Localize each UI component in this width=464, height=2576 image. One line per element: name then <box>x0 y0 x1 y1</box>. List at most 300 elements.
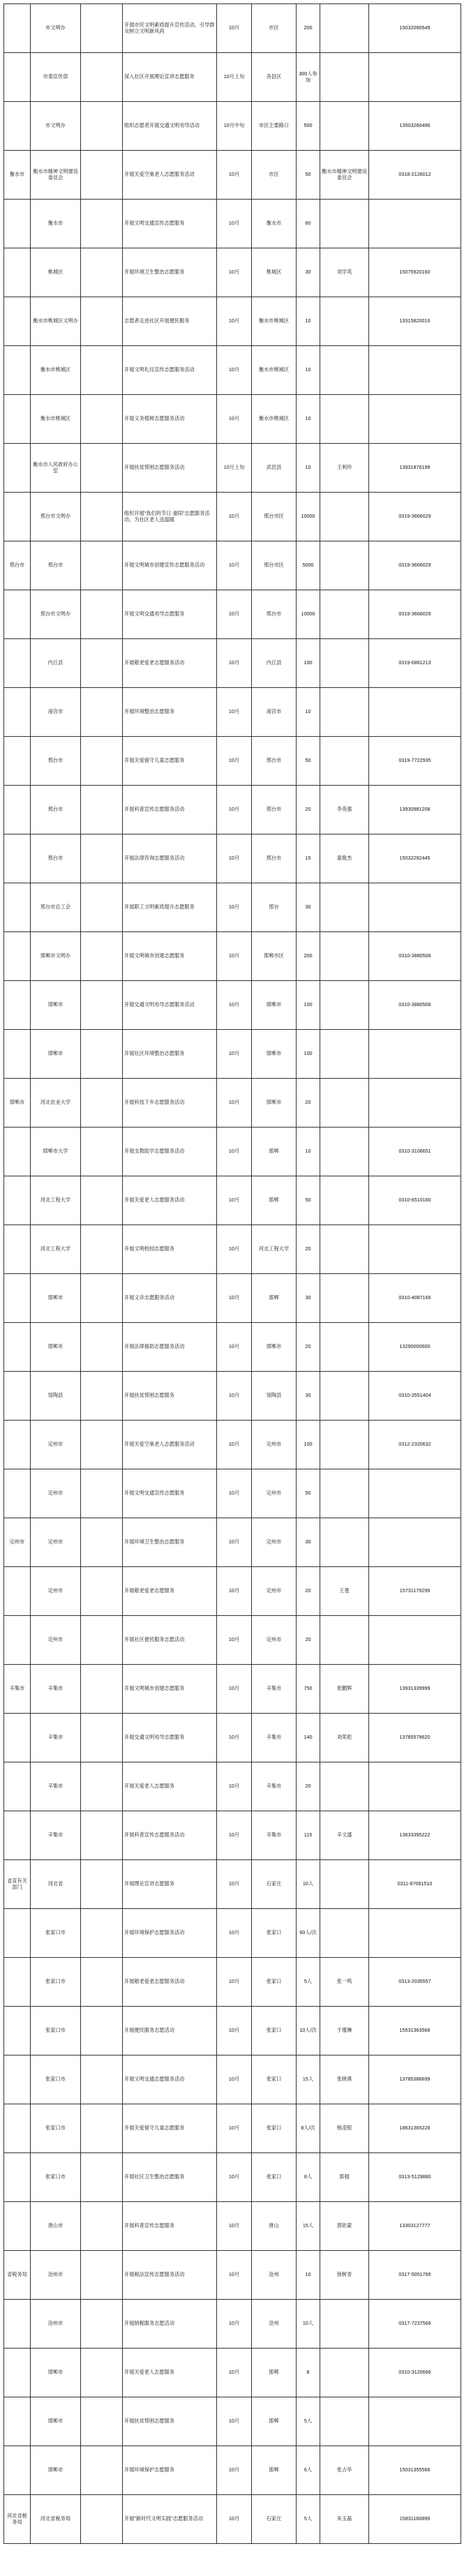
region-cell <box>4 1616 31 1665</box>
contact-cell <box>369 1469 461 1518</box>
table-row <box>4 2446 461 2495</box>
count-cell: 8人 <box>297 2153 320 2202</box>
activity-cell: 组织开展"我们的节日·重阳"志愿服务活动，为社区老人送温暖 <box>123 493 217 541</box>
contact-cell <box>369 1909 461 1958</box>
department-cell: 邢台市文明办 <box>31 590 81 639</box>
contact-cell: 0310-3120666 <box>369 2349 461 2397</box>
department-cell: 邢台市 <box>31 786 81 834</box>
table-row <box>4 688 461 737</box>
count-cell: 10 <box>297 1128 320 1176</box>
department-cell: 张家口市 <box>31 2153 81 2202</box>
location-cell: 石家庄 <box>252 2495 297 2544</box>
region-cell: 河北省税务局 <box>4 2495 31 2544</box>
location-cell: 张家口 <box>252 1958 297 2007</box>
count-cell: 8 <box>297 2349 320 2397</box>
location-cell: 衡水市桃城区 <box>252 297 297 346</box>
department-cell: 张家口市 <box>31 2104 81 2153</box>
date-cell: 10月 <box>217 2397 252 2446</box>
type-cell <box>81 541 123 590</box>
date-cell: 10月 <box>217 1860 252 1909</box>
activity-cell: 开展科普宣传志愿服务 <box>123 2202 217 2251</box>
type-cell <box>81 2007 123 2055</box>
date-cell: 10月 <box>217 1714 252 1762</box>
location-cell: 石家庄 <box>252 1860 297 1909</box>
department-cell: 南宫市 <box>31 688 81 737</box>
manager-cell: 张晓燕 <box>320 2055 369 2104</box>
table-row <box>4 4 461 53</box>
department-cell: 桃城区 <box>31 248 81 297</box>
location-cell: 定州市 <box>252 1616 297 1665</box>
table-row <box>4 1469 461 1518</box>
activity-cell: 开展敬老爱老志愿服务活动 <box>123 639 217 688</box>
manager-cell: 刘荣彪 <box>320 1714 369 1762</box>
manager-cell: 张鹏辉 <box>320 1665 369 1714</box>
department-cell: 沧州市 <box>31 2300 81 2349</box>
type-cell <box>81 1958 123 2007</box>
department-cell: 辛集市 <box>31 1665 81 1714</box>
region-cell <box>4 2202 31 2251</box>
contact-cell: 13633395222 <box>369 1811 461 1860</box>
department-cell: 邢台市文明办 <box>31 493 81 541</box>
manager-cell <box>320 1372 369 1421</box>
table-row <box>4 297 461 346</box>
count-cell: 5000 <box>297 541 320 590</box>
activity-cell: 开展文明交通宣传志愿服务 <box>123 1469 217 1518</box>
location-cell: 邯郸 <box>252 2397 297 2446</box>
manager-cell: 刘学英 <box>320 248 369 297</box>
date-cell: 10月上旬 <box>217 444 252 493</box>
manager-cell <box>320 639 369 688</box>
region-cell <box>4 297 31 346</box>
count-cell: 10000 <box>297 590 320 639</box>
department-cell: 唐山市 <box>31 2202 81 2251</box>
date-cell: 10月中旬 <box>217 102 252 151</box>
location-cell: 邯郸市 <box>252 1079 297 1128</box>
department-cell: 内丘县 <box>31 639 81 688</box>
activity-cell: 开展敬老爱老志愿服务活动 <box>123 1958 217 2007</box>
table-row <box>4 1372 461 1421</box>
count-cell: 300人参加 <box>297 53 320 102</box>
activity-cell: 开展扶贫帮困志愿服务 <box>123 2397 217 2446</box>
type-cell <box>81 1469 123 1518</box>
region-cell: 省税务局 <box>4 2251 31 2300</box>
type-cell <box>81 1518 123 1567</box>
region-cell <box>4 2349 31 2397</box>
department-cell: 辛集市 <box>31 1811 81 1860</box>
table-row <box>4 1811 461 1860</box>
region-cell <box>4 639 31 688</box>
date-cell: 10月上旬 <box>217 53 252 102</box>
region-cell <box>4 883 31 932</box>
count-cell: 100 <box>297 639 320 688</box>
date-cell: 10月 <box>217 1079 252 1128</box>
manager-cell: 张一鸣 <box>320 1958 369 2007</box>
contact-cell: 0317-7237566 <box>369 2300 461 2349</box>
table-row <box>4 2300 461 2349</box>
activity-cell: 开展科普宣传志愿服务活动 <box>123 786 217 834</box>
activity-cell: 开展社区便民服务志愿活动 <box>123 1616 217 1665</box>
department-cell: 馆陶县 <box>31 1372 81 1421</box>
type-cell <box>81 444 123 493</box>
type-cell <box>81 1030 123 1079</box>
type-cell <box>81 2251 123 2300</box>
count-cell: 15人 <box>297 2202 320 2251</box>
date-cell: 10月 <box>217 493 252 541</box>
count-cell: 30 <box>297 1274 320 1323</box>
location-cell: 衡水市桃城区 <box>252 346 297 395</box>
location-cell: 内丘县 <box>252 639 297 688</box>
region-cell <box>4 493 31 541</box>
contact-cell: 0311-87091510 <box>369 1860 461 1909</box>
activity-cell: 开展义诊志愿服务活动 <box>123 1274 217 1323</box>
type-cell <box>81 2349 123 2397</box>
manager-cell: 郭强 <box>320 2153 369 2202</box>
location-cell: 邢台市区 <box>252 541 297 590</box>
department-cell: 邢台市 <box>31 541 81 590</box>
table-row <box>4 1274 461 1323</box>
date-cell: 10月 <box>217 1128 252 1176</box>
region-cell: 邯郸市 <box>4 1079 31 1128</box>
region-cell <box>4 395 31 444</box>
activity-cell: 志愿者走进社区开展便民服务 <box>123 297 217 346</box>
region-cell <box>4 1274 31 1323</box>
table-row <box>4 248 461 297</box>
table-row <box>4 395 461 444</box>
count-cell: 10人/次 <box>297 2007 320 2055</box>
location-cell: 张家口 <box>252 2007 297 2055</box>
count-cell: 15人 <box>297 2055 320 2104</box>
department-cell: 沧州市 <box>31 2251 81 2300</box>
type-cell <box>81 2495 123 2544</box>
count-cell: 10000 <box>297 493 320 541</box>
activity-cell: 开展法律援助志愿服务活动 <box>123 1323 217 1372</box>
type-cell <box>81 883 123 932</box>
activity-cell: 开展义务植树志愿服务活动 <box>123 395 217 444</box>
location-cell: 邯郸 <box>252 2446 297 2495</box>
date-cell: 10月 <box>217 834 252 883</box>
type-cell <box>81 1128 123 1176</box>
location-cell: 唐山 <box>252 2202 297 2251</box>
region-cell: 辛集市 <box>4 1665 31 1714</box>
table-row <box>4 786 461 834</box>
table-row <box>4 1958 461 2007</box>
contact-cell: 0313-2035557 <box>369 1958 461 2007</box>
count-cell: 10人 <box>297 1860 320 1909</box>
manager-cell <box>320 1176 369 1225</box>
table-row <box>4 1079 461 1128</box>
type-cell <box>81 1665 123 1714</box>
manager-cell: 于瑾琳 <box>320 2007 369 2055</box>
manager-cell <box>320 1518 369 1567</box>
date-cell: 10月 <box>217 786 252 834</box>
region-cell <box>4 981 31 1030</box>
activity-cell: 深入社区开展理论宣讲志愿服务 <box>123 53 217 102</box>
table-row <box>4 590 461 639</box>
type-cell <box>81 1079 123 1128</box>
location-cell: 邯郸 <box>252 1274 297 1323</box>
date-cell: 10月 <box>217 1958 252 2007</box>
activity-cell: 开展关爱老人志愿服务活动 <box>123 1176 217 1225</box>
type-cell <box>81 1616 123 1665</box>
manager-cell <box>320 102 369 151</box>
region-cell <box>4 2397 31 2446</box>
count-cell: 60人/次 <box>297 1909 320 1958</box>
manager-cell <box>320 2397 369 2446</box>
date-cell: 10月 <box>217 2251 252 2300</box>
date-cell: 10月 <box>217 1909 252 1958</box>
region-cell <box>4 2104 31 2153</box>
table-row <box>4 1567 461 1616</box>
date-cell: 10月 <box>217 248 252 297</box>
contact-cell <box>369 1030 461 1079</box>
type-cell <box>81 981 123 1030</box>
region-cell <box>4 4 31 53</box>
table-row <box>4 2202 461 2251</box>
contact-cell <box>369 395 461 444</box>
activity-cell: 开展扶贫帮困志愿服务活动 <box>123 444 217 493</box>
activity-cell: 开展交通文明劝导志愿服务 <box>123 1714 217 1762</box>
manager-cell <box>320 1323 369 1372</box>
location-cell: 各县区 <box>252 53 297 102</box>
location-cell: 市区 <box>252 4 297 53</box>
region-cell <box>4 1762 31 1811</box>
contact-cell <box>369 1616 461 1665</box>
manager-cell <box>320 541 369 590</box>
manager-cell <box>320 1762 369 1811</box>
contact-cell: 13290000600 <box>369 1323 461 1372</box>
contact-cell: 13785386699 <box>369 2055 461 2104</box>
location-cell: 定州市 <box>252 1421 297 1469</box>
type-cell <box>81 102 123 151</box>
type-cell <box>81 151 123 200</box>
activity-cell: 开展文明交通劝导志愿服务 <box>123 590 217 639</box>
type-cell <box>81 4 123 53</box>
date-cell: 10月 <box>217 1665 252 1714</box>
date-cell: 10月 <box>217 2104 252 2153</box>
date-cell: 10月 <box>217 2446 252 2495</box>
department-cell: 定州市 <box>31 1469 81 1518</box>
type-cell <box>81 1567 123 1616</box>
date-cell: 10月 <box>217 1421 252 1469</box>
location-cell: 辛集市 <box>252 1811 297 1860</box>
location-cell: 沧州 <box>252 2300 297 2349</box>
activity-cell: 开展便民服务志愿活动 <box>123 2007 217 2055</box>
location-cell: 邢台市 <box>252 590 297 639</box>
table-row <box>4 1176 461 1225</box>
table-row <box>4 737 461 786</box>
type-cell <box>81 1860 123 1909</box>
department-cell: 定州市 <box>31 1421 81 1469</box>
count-cell: 30 <box>297 883 320 932</box>
location-cell: 邢台市 <box>252 786 297 834</box>
contact-cell: 13931876199 <box>369 444 461 493</box>
count-cell: 5人 <box>297 2495 320 2544</box>
region-cell: 邢台市 <box>4 541 31 590</box>
count-cell: 140 <box>297 1714 320 1762</box>
date-cell: 10月 <box>217 981 252 1030</box>
table-row <box>4 932 461 981</box>
table-row <box>4 53 461 102</box>
department-cell: 衡水市桃城区 <box>31 346 81 395</box>
region-cell <box>4 737 31 786</box>
table-row <box>4 1128 461 1176</box>
activity-cell: 开展关爱空巢老人志愿服务活动 <box>123 1421 217 1469</box>
count-cell: 20 <box>297 1762 320 1811</box>
type-cell <box>81 2446 123 2495</box>
department-cell: 邢台市 <box>31 737 81 786</box>
location-cell: 邯郸 <box>252 2349 297 2397</box>
department-cell: 定州市 <box>31 1616 81 1665</box>
table-row <box>4 2349 461 2397</box>
count-cell: 10 <box>297 444 320 493</box>
count-cell: 60 <box>297 200 320 248</box>
location-cell: 邢台市 <box>252 834 297 883</box>
date-cell: 10月 <box>217 4 252 53</box>
contact-cell: 15032090549 <box>369 4 461 53</box>
table-row <box>4 981 461 1030</box>
manager-cell <box>320 1616 369 1665</box>
table-row <box>4 2397 461 2446</box>
count-cell: 500 <box>297 102 320 151</box>
date-cell: 10月 <box>217 1518 252 1567</box>
table-row <box>4 1225 461 1274</box>
count-cell: 50 <box>297 151 320 200</box>
region-cell <box>4 590 31 639</box>
activity-cell: 开展文明礼仪宣传志愿服务活动 <box>123 346 217 395</box>
manager-cell <box>320 737 369 786</box>
date-cell: 10月 <box>217 590 252 639</box>
table-row <box>4 1518 461 1567</box>
type-cell <box>81 932 123 981</box>
table-row <box>4 1323 461 1372</box>
manager-cell <box>320 2300 369 2349</box>
contact-cell: 0310-3880506 <box>369 932 461 981</box>
department-cell: 河北农业大学 <box>31 1079 81 1128</box>
department-cell: 张家口市 <box>31 2007 81 2055</box>
type-cell <box>81 1323 123 1372</box>
type-cell <box>81 2397 123 2446</box>
department-cell: 邯郸市 <box>31 1274 81 1323</box>
department-cell: 衡水市桃城区 <box>31 395 81 444</box>
location-cell: 馆陶县 <box>252 1372 297 1421</box>
type-cell <box>81 2202 123 2251</box>
contact-cell: 13303127777 <box>369 2202 461 2251</box>
department-cell: 衡水市桃城区文明办 <box>31 297 81 346</box>
department-cell: 辛集市 <box>31 1762 81 1811</box>
table-row <box>4 834 461 883</box>
location-cell: 张家口 <box>252 1909 297 1958</box>
manager-cell <box>320 1128 369 1176</box>
region-cell <box>4 1225 31 1274</box>
region-cell <box>4 444 31 493</box>
table-row <box>4 2055 461 2104</box>
count-cell: 30 <box>297 1372 320 1421</box>
count-cell: 10 <box>297 688 320 737</box>
location-cell: 邯郸 <box>252 1176 297 1225</box>
contact-cell: 13315820016 <box>369 297 461 346</box>
contact-cell: 0310-4087166 <box>369 1274 461 1323</box>
count-cell: 30 <box>297 248 320 297</box>
date-cell: 10月 <box>217 2153 252 2202</box>
activity-cell: 开展文明交通志愿服务活动 <box>123 2055 217 2104</box>
location-cell: 邢台 <box>252 883 297 932</box>
date-cell: 10月 <box>217 1762 252 1811</box>
manager-cell: 王曼 <box>320 1567 369 1616</box>
department-cell: 邯郸市文明办 <box>31 932 81 981</box>
type-cell <box>81 2300 123 2349</box>
location-cell: 邯郸市 <box>252 1323 297 1372</box>
activity-cell: 开展支教助学志愿服务活动 <box>123 1128 217 1176</box>
count-cell: 20 <box>297 1323 320 1372</box>
count-cell: 100 <box>297 1030 320 1079</box>
region-cell <box>4 1421 31 1469</box>
location-cell: 张家口 <box>252 2055 297 2104</box>
manager-cell: 辛文盛 <box>320 1811 369 1860</box>
contact-cell: 15032292445 <box>369 834 461 883</box>
activity-cell: 开展关爱空巢老人志愿服务活动 <box>123 151 217 200</box>
contact-cell <box>369 1079 461 1128</box>
location-cell: 邯郸市 <box>252 981 297 1030</box>
activity-cell: 开展关爱留守儿童志愿服务 <box>123 737 217 786</box>
type-cell <box>81 346 123 395</box>
manager-cell: 张占华 <box>320 2446 369 2495</box>
activity-cell: 开展科普宣传志愿服务活动 <box>123 1811 217 1860</box>
table-row <box>4 541 461 590</box>
activity-cell: 开展环境整治志愿服务 <box>123 688 217 737</box>
location-cell: 定州市 <box>252 1567 297 1616</box>
region-cell: 定州市 <box>4 1518 31 1567</box>
count-cell: 20 <box>297 1225 320 1274</box>
department-cell: 邯郸市大学 <box>31 1128 81 1176</box>
manager-cell <box>320 1030 369 1079</box>
location-cell: 市区 <box>252 151 297 200</box>
count-cell: 20 <box>297 1567 320 1616</box>
department-cell: 邯郸市 <box>31 2349 81 2397</box>
type-cell <box>81 248 123 297</box>
department-cell: 辛集市 <box>31 1714 81 1762</box>
manager-cell <box>320 297 369 346</box>
location-cell: 衡水市 <box>252 200 297 248</box>
manager-cell <box>320 2349 369 2397</box>
contact-cell <box>369 200 461 248</box>
date-cell: 10月 <box>217 297 252 346</box>
table-row <box>4 102 461 151</box>
manager-cell <box>320 1421 369 1469</box>
manager-cell <box>320 688 369 737</box>
activity-cell: 开展环境卫生整治志愿服务 <box>123 1518 217 1567</box>
date-cell: 10月 <box>217 2202 252 2251</box>
region-cell <box>4 102 31 151</box>
date-cell: 10月 <box>217 688 252 737</box>
activity-cell: 开展敬老爱老志愿服务 <box>123 1567 217 1616</box>
date-cell: 10月 <box>217 639 252 688</box>
manager-cell: 徐树青 <box>320 2251 369 2300</box>
type-cell <box>81 2055 123 2104</box>
table-row <box>4 1860 461 1909</box>
manager-cell <box>320 1274 369 1323</box>
count-cell: 5人 <box>297 2397 320 2446</box>
contact-cell: 0319-6861213 <box>369 639 461 688</box>
table-row <box>4 2495 461 2544</box>
region-cell <box>4 2007 31 2055</box>
activity-cell: 开展社区环境整治志愿服务 <box>123 1030 217 1079</box>
location-cell: 辛集市 <box>252 1714 297 1762</box>
date-cell: 10月 <box>217 395 252 444</box>
type-cell <box>81 639 123 688</box>
contact-cell <box>369 346 461 395</box>
department-cell: 市委宣传部 <box>31 53 81 102</box>
activity-cell: 开展文明城市创建志愿服务 <box>123 932 217 981</box>
